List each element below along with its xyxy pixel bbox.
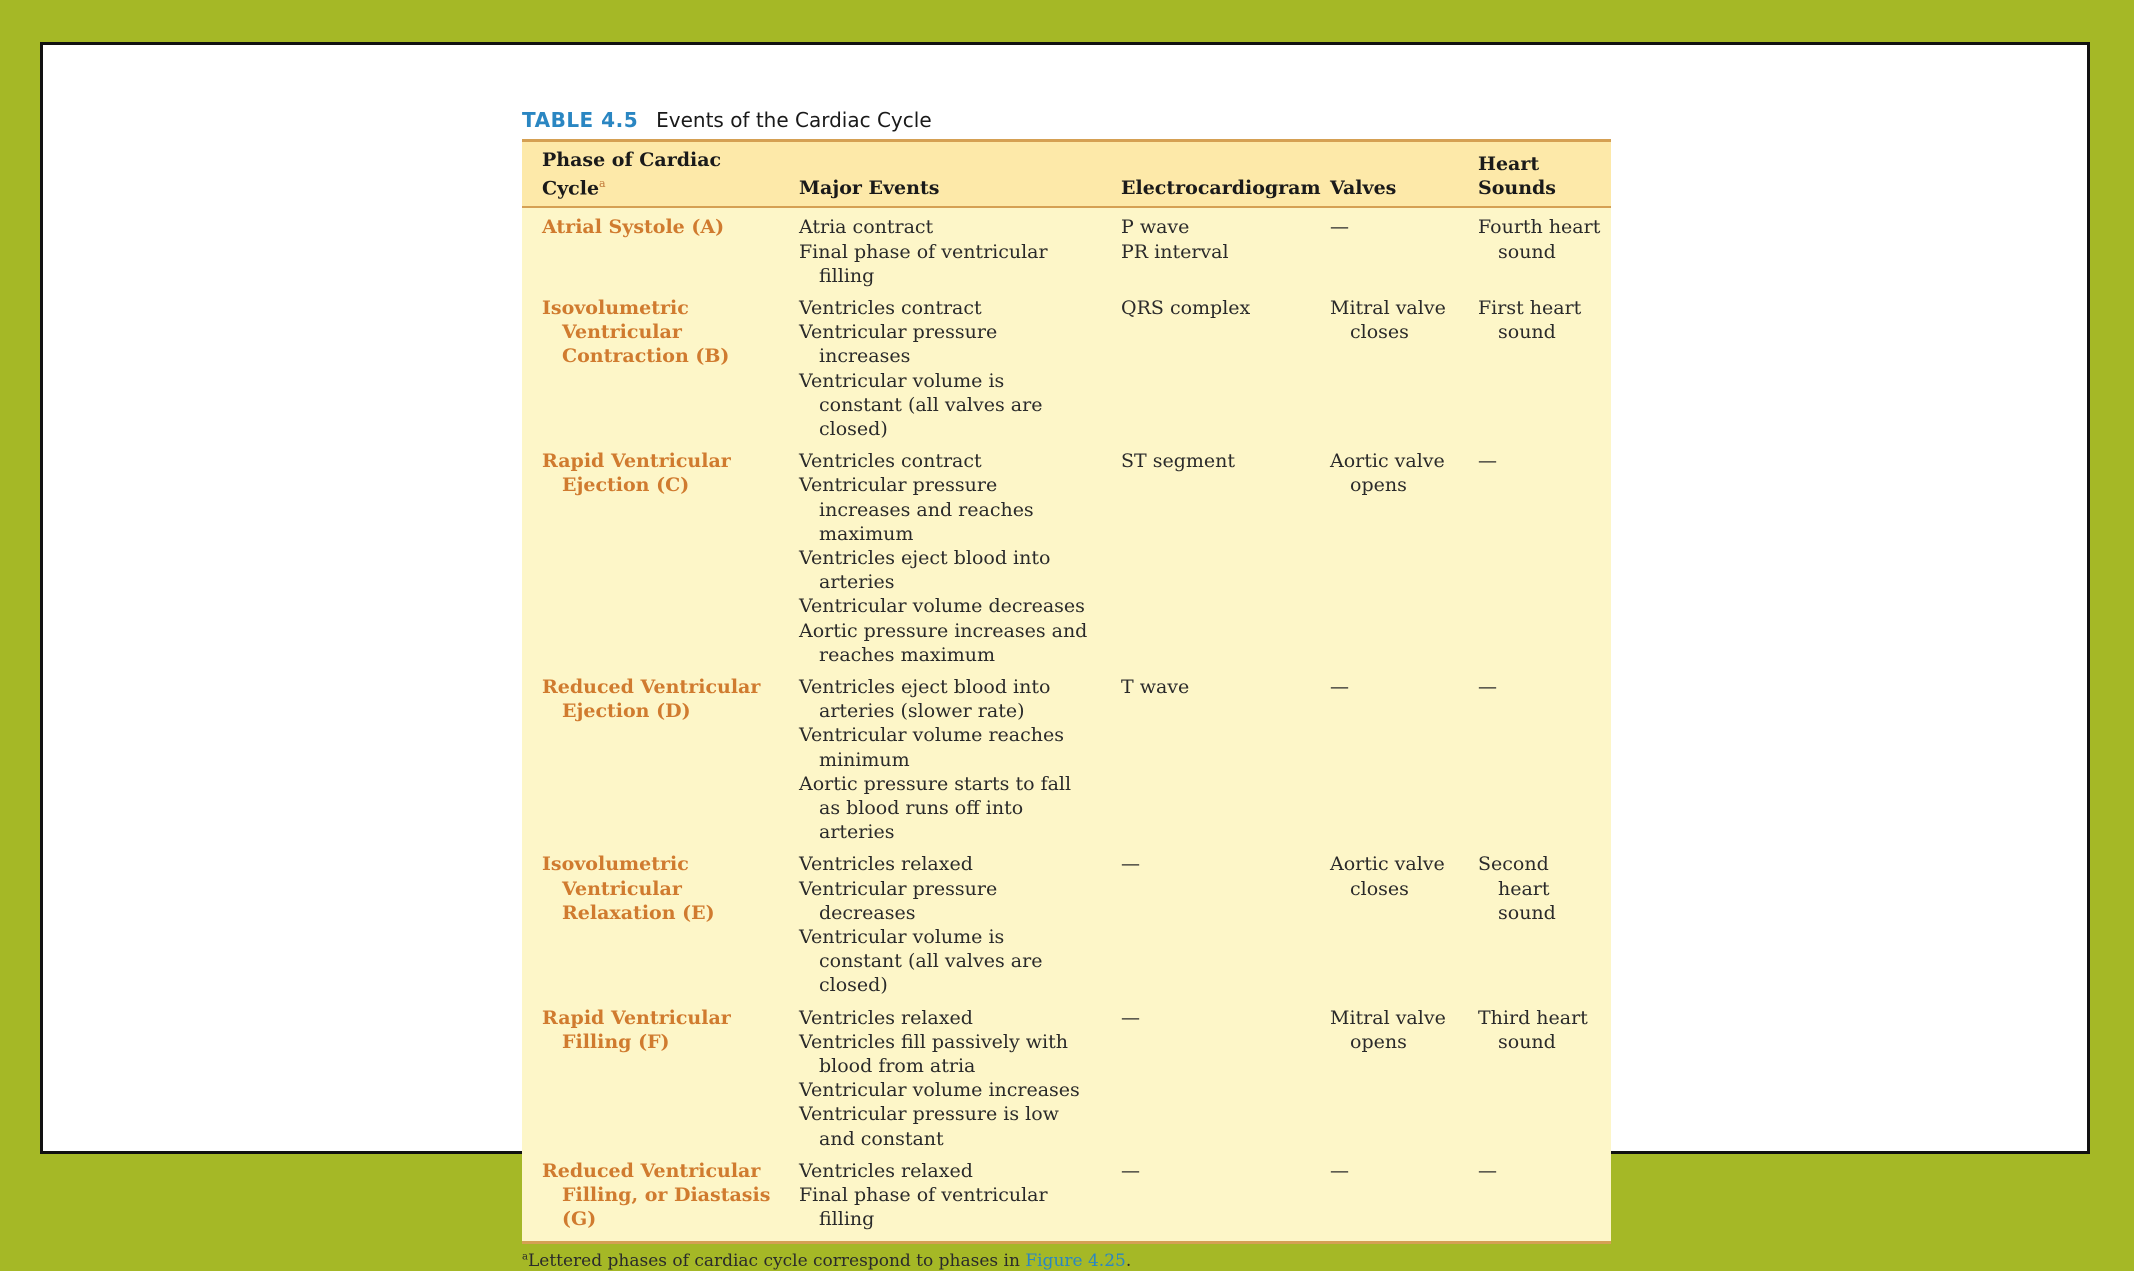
- valves-line: Aortic valve opens: [1330, 450, 1445, 497]
- ecg-line: QRS complex: [1121, 296, 1251, 319]
- table-container: [522, 101, 1611, 1271]
- sounds-line: Third heart sound: [1478, 1006, 1588, 1053]
- ecg-cell: [1101, 207, 1310, 291]
- valves-cell: [1310, 207, 1458, 291]
- phase-cell: [522, 1001, 779, 1154]
- events-cell: [779, 207, 1101, 291]
- events-line: Ventricles fill passively with blood from atria: [799, 1030, 1068, 1078]
- table-row: [522, 670, 1611, 847]
- cardiac-cycle-table: [522, 139, 1611, 1244]
- valves-cell: [1310, 1001, 1458, 1154]
- events-cell: [779, 1154, 1101, 1243]
- events-cell: [779, 847, 1101, 1000]
- valves-line: —: [1330, 675, 1349, 698]
- figure-link[interactable]: Figure 4.25: [1025, 1251, 1126, 1271]
- header-phase: Phase of Cardiac Cycle$^a$: [522, 141, 779, 208]
- sounds-cell: [1458, 1001, 1611, 1154]
- sounds-line: —: [1478, 450, 1497, 473]
- events-line: Ventricles relaxed: [799, 1006, 973, 1029]
- phase-name: Isovolumetric Ventricular Relaxation (E): [542, 853, 715, 924]
- table-row: [522, 1154, 1611, 1243]
- sounds-cell: [1458, 1154, 1611, 1243]
- header-ecg: Electrocardiogram: [1101, 141, 1310, 208]
- valves-cell: [1310, 291, 1458, 444]
- ecg-line: PR interval: [1121, 240, 1229, 263]
- phase-cell: [522, 207, 779, 291]
- valves-cell: [1310, 1154, 1458, 1243]
- events-line: Ventricles relaxed: [799, 853, 973, 876]
- ecg-line: T wave: [1121, 675, 1190, 698]
- phase-name: Isovolumetric Ventricular Contraction (B): [542, 296, 730, 368]
- table-header-row: [522, 141, 1611, 208]
- phase-cell: [522, 1154, 779, 1243]
- header-valves: Valves: [1310, 141, 1458, 208]
- events-line: Ventricular pressure decreases: [799, 877, 998, 924]
- events-line: Ventricular volume is constant (all valves are closed): [799, 926, 1043, 997]
- phase-name: Rapid Ventricular Filling (F): [542, 1006, 731, 1053]
- sounds-cell: [1458, 207, 1611, 291]
- phase-cell: [522, 444, 779, 670]
- table-row: [522, 444, 1611, 670]
- events-line: Ventricles eject blood into arteries (slower rate): [799, 675, 1051, 723]
- valves-line: —: [1330, 1159, 1349, 1182]
- table-number: TABLE 4.5: [522, 108, 639, 132]
- sounds-line: Fourth heart sound: [1478, 216, 1601, 263]
- phase-cell: [522, 847, 779, 1000]
- ecg-line: —: [1121, 853, 1140, 876]
- ecg-line: P wave: [1121, 216, 1190, 239]
- phase-name: Atrial Systole (A): [542, 216, 725, 239]
- events-line: Ventricular pressure is low and constant: [799, 1103, 1059, 1150]
- header-footnote-marker: a: [599, 177, 606, 190]
- events-cell: [779, 291, 1101, 444]
- ecg-cell: [1101, 847, 1310, 1000]
- header-events: Major Events: [779, 141, 1101, 208]
- valves-cell: [1310, 444, 1458, 670]
- valves-line: —: [1330, 216, 1349, 239]
- events-line: Ventricular volume reaches minimum: [799, 724, 1064, 771]
- events-line: Atria contract: [799, 216, 934, 239]
- sounds-cell: [1458, 444, 1611, 670]
- phase-cell: [522, 670, 779, 847]
- table-row: [522, 291, 1611, 444]
- ecg-cell: [1101, 444, 1310, 670]
- ecg-cell: [1101, 1154, 1310, 1243]
- events-line: Ventricles contract: [799, 450, 982, 473]
- footnote-end: .: [1125, 1251, 1132, 1271]
- events-cell: [779, 444, 1101, 670]
- sounds-cell: [1458, 670, 1611, 847]
- events-line: Ventricles relaxed: [799, 1159, 973, 1182]
- sounds-line: First heart sound: [1478, 296, 1582, 344]
- ecg-cell: [1101, 670, 1310, 847]
- valves-line: Mitral valve closes: [1330, 296, 1446, 344]
- footnote-marker: a: [522, 1251, 528, 1263]
- sounds-cell: [1458, 291, 1611, 444]
- events-cell: [779, 670, 1101, 847]
- events-line: Ventricles eject blood into arteries: [799, 546, 1051, 594]
- phase-cell: [522, 291, 779, 444]
- events-line: Ventricular pressure increases and reaches maximum: [799, 474, 1034, 545]
- events-line: Aortic pressure increases and reaches maximum: [799, 619, 1088, 666]
- sounds-line: —: [1478, 675, 1497, 698]
- table-caption: [522, 101, 1611, 139]
- events-line: Final phase of ventricular filling: [799, 240, 1048, 287]
- events-line: Ventricular volume is constant (all valves are closed): [799, 369, 1043, 440]
- ecg-cell: [1101, 1001, 1310, 1154]
- valves-cell: [1310, 847, 1458, 1000]
- ecg-line: —: [1121, 1006, 1140, 1029]
- ecg-cell: [1101, 291, 1310, 444]
- footnote-text: Lettered phases of cardiac cycle correspond to phases in: [527, 1251, 1026, 1271]
- slide-canvas: [40, 42, 2090, 1271]
- table-title: Events of the Cardiac Cycle: [656, 108, 932, 132]
- valves-cell: [1310, 670, 1458, 847]
- table-row: [522, 1001, 1611, 1154]
- table-row: [522, 207, 1611, 291]
- events-line: Final phase of ventricular filling: [799, 1184, 1048, 1231]
- events-line: Ventricular volume decreases: [799, 595, 1085, 618]
- sounds-cell: [1458, 847, 1611, 1000]
- phase-name: Reduced Ventricular Filling, or Diastasis (G): [542, 1159, 771, 1231]
- table-row: [522, 847, 1611, 1000]
- header-sounds: Heart Sounds: [1458, 141, 1611, 208]
- sounds-line: Second heart sound: [1478, 853, 1556, 924]
- sounds-line: —: [1478, 1159, 1497, 1182]
- valves-line: Aortic valve closes: [1330, 853, 1445, 900]
- events-line: Ventricular volume increases: [799, 1079, 1080, 1102]
- footnote: [522, 1251, 1611, 1271]
- events-cell: [779, 1001, 1101, 1154]
- ecg-line: —: [1121, 1159, 1140, 1182]
- phase-name: Rapid Ventricular Ejection (C): [542, 450, 731, 497]
- events-line: Aortic pressure starts to fall as blood runs off into arteries: [799, 772, 1072, 844]
- ecg-line: ST segment: [1121, 450, 1236, 473]
- table-body: [522, 207, 1611, 1243]
- phase-name: Reduced Ventricular Ejection (D): [542, 675, 761, 723]
- events-line: Ventricles contract: [799, 296, 982, 319]
- events-line: Ventricular pressure increases: [799, 321, 998, 368]
- valves-line: Mitral valve opens: [1330, 1006, 1446, 1053]
